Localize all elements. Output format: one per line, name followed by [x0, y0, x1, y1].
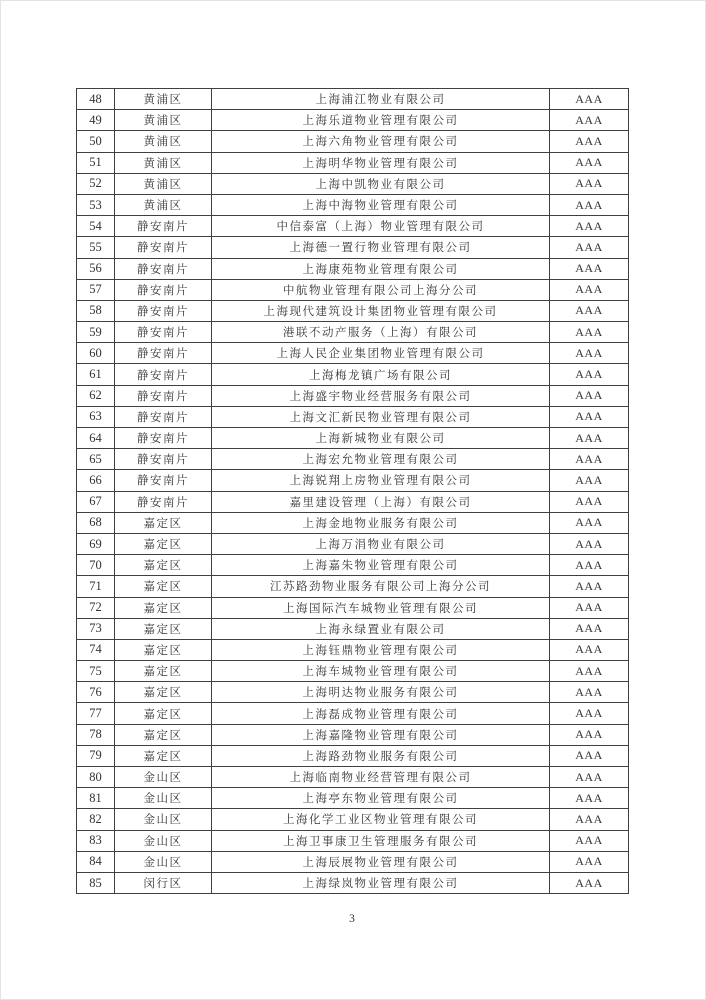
row-number-cell: 49 — [77, 110, 115, 131]
rating-cell: AAA — [550, 682, 629, 703]
table-row — [77, 237, 629, 258]
company-name-cell: 江苏路劲物业服务有限公司上海分公司 — [212, 576, 550, 597]
page-number: 3 — [349, 913, 355, 925]
table-row — [77, 406, 629, 427]
rating-cell: AAA — [550, 576, 629, 597]
rating-cell: AAA — [550, 385, 629, 406]
row-number-cell: 65 — [77, 449, 115, 470]
district-cell: 金山区 — [115, 830, 212, 851]
rating-cell: AAA — [550, 237, 629, 258]
rating-cell: AAA — [550, 449, 629, 470]
company-name-cell: 上海磊成物业管理有限公司 — [212, 703, 550, 724]
row-number-cell: 58 — [77, 300, 115, 321]
district-cell: 静安南片 — [115, 491, 212, 512]
row-number-cell: 85 — [77, 872, 115, 893]
district-cell: 黄浦区 — [115, 173, 212, 194]
district-cell: 静安南片 — [115, 406, 212, 427]
rating-cell: AAA — [550, 322, 629, 343]
company-name-cell: 上海绿岚物业管理有限公司 — [212, 872, 550, 893]
row-number-cell: 59 — [77, 322, 115, 343]
district-cell: 静安南片 — [115, 470, 212, 491]
row-number-cell: 48 — [77, 89, 115, 110]
table-row — [77, 449, 629, 470]
rating-cell: AAA — [550, 533, 629, 554]
district-cell: 静安南片 — [115, 258, 212, 279]
row-number-cell: 81 — [77, 788, 115, 809]
rating-cell: AAA — [550, 724, 629, 745]
table-row — [77, 279, 629, 300]
company-name-cell: 上海浦江物业有限公司 — [212, 89, 550, 110]
district-cell: 嘉定区 — [115, 682, 212, 703]
rating-cell: AAA — [550, 89, 629, 110]
district-cell: 嘉定区 — [115, 745, 212, 766]
rating-cell: AAA — [550, 512, 629, 533]
company-name-cell: 上海乐道物业管理有限公司 — [212, 110, 550, 131]
rating-cell: AAA — [550, 767, 629, 788]
rating-cell: AAA — [550, 258, 629, 279]
company-name-cell: 上海康苑物业管理有限公司 — [212, 258, 550, 279]
table-row — [77, 110, 629, 131]
rating-cell: AAA — [550, 491, 629, 512]
table-row — [77, 851, 629, 872]
district-cell: 静安南片 — [115, 428, 212, 449]
table-row — [77, 618, 629, 639]
company-name-cell: 上海金地物业服务有限公司 — [212, 512, 550, 533]
district-cell: 闵行区 — [115, 872, 212, 893]
rating-cell: AAA — [550, 343, 629, 364]
district-cell: 静安南片 — [115, 322, 212, 343]
table-row — [77, 322, 629, 343]
table-row — [77, 767, 629, 788]
rating-cell: AAA — [550, 788, 629, 809]
row-number-cell: 55 — [77, 237, 115, 258]
rating-cell: AAA — [550, 851, 629, 872]
rating-cell: AAA — [550, 216, 629, 237]
row-number-cell: 69 — [77, 533, 115, 554]
row-number-cell: 68 — [77, 512, 115, 533]
table-row — [77, 216, 629, 237]
table-row — [77, 89, 629, 110]
district-cell: 黄浦区 — [115, 194, 212, 215]
company-name-cell: 上海嘉隆物业管理有限公司 — [212, 724, 550, 745]
table-row — [77, 661, 629, 682]
rating-cell: AAA — [550, 110, 629, 131]
row-number-cell: 61 — [77, 364, 115, 385]
table-row — [77, 300, 629, 321]
company-name-cell: 上海临南物业经营管理有限公司 — [212, 767, 550, 788]
table-row — [77, 809, 629, 830]
company-name-cell: 上海人民企业集团物业管理有限公司 — [212, 343, 550, 364]
district-cell: 静安南片 — [115, 300, 212, 321]
company-name-cell: 上海路劲物业服务有限公司 — [212, 745, 550, 766]
company-name-cell: 上海六角物业管理有限公司 — [212, 131, 550, 152]
district-cell: 金山区 — [115, 809, 212, 830]
row-number-cell: 62 — [77, 385, 115, 406]
rating-cell: AAA — [550, 364, 629, 385]
row-number-cell: 70 — [77, 555, 115, 576]
table-row — [77, 512, 629, 533]
company-name-cell: 上海明达物业服务有限公司 — [212, 682, 550, 703]
district-cell: 静安南片 — [115, 237, 212, 258]
district-cell: 嘉定区 — [115, 512, 212, 533]
company-name-cell: 中航物业管理有限公司上海分公司 — [212, 279, 550, 300]
company-name-cell: 上海梅龙镇广场有限公司 — [212, 364, 550, 385]
table-row — [77, 533, 629, 554]
company-name-cell: 上海万涓物业有限公司 — [212, 533, 550, 554]
company-name-cell: 港联不动产服务（上海）有限公司 — [212, 322, 550, 343]
rating-cell: AAA — [550, 300, 629, 321]
row-number-cell: 75 — [77, 661, 115, 682]
row-number-cell: 84 — [77, 851, 115, 872]
district-cell: 嘉定区 — [115, 597, 212, 618]
company-name-cell: 上海国际汽车城物业管理有限公司 — [212, 597, 550, 618]
rating-table — [76, 88, 629, 894]
row-number-cell: 76 — [77, 682, 115, 703]
row-number-cell: 71 — [77, 576, 115, 597]
rating-cell: AAA — [550, 661, 629, 682]
rating-cell: AAA — [550, 872, 629, 893]
table-row — [77, 788, 629, 809]
rating-cell: AAA — [550, 428, 629, 449]
table-row — [77, 745, 629, 766]
district-cell: 静安南片 — [115, 216, 212, 237]
company-name-cell: 上海盛宇物业经营服务有限公司 — [212, 385, 550, 406]
row-number-cell: 57 — [77, 279, 115, 300]
district-cell: 静安南片 — [115, 385, 212, 406]
company-name-cell: 上海辰展物业管理有限公司 — [212, 851, 550, 872]
row-number-cell: 82 — [77, 809, 115, 830]
rating-cell: AAA — [550, 470, 629, 491]
table-row — [77, 555, 629, 576]
company-name-cell: 嘉里建设管理（上海）有限公司 — [212, 491, 550, 512]
rating-cell: AAA — [550, 745, 629, 766]
table-row — [77, 152, 629, 173]
district-cell: 嘉定区 — [115, 576, 212, 597]
company-name-cell: 上海明华物业管理有限公司 — [212, 152, 550, 173]
rating-cell: AAA — [550, 152, 629, 173]
rating-cell: AAA — [550, 618, 629, 639]
district-cell: 金山区 — [115, 851, 212, 872]
table-row — [77, 173, 629, 194]
table-row — [77, 364, 629, 385]
row-number-cell: 80 — [77, 767, 115, 788]
table-row — [77, 470, 629, 491]
district-cell: 静安南片 — [115, 279, 212, 300]
rating-table-body — [77, 89, 629, 894]
district-cell: 黄浦区 — [115, 131, 212, 152]
district-cell: 静安南片 — [115, 343, 212, 364]
company-name-cell: 上海卫事康卫生管理服务有限公司 — [212, 830, 550, 851]
district-cell: 金山区 — [115, 767, 212, 788]
row-number-cell: 73 — [77, 618, 115, 639]
row-number-cell: 53 — [77, 194, 115, 215]
row-number-cell: 56 — [77, 258, 115, 279]
rating-cell: AAA — [550, 597, 629, 618]
rating-cell: AAA — [550, 830, 629, 851]
district-cell: 嘉定区 — [115, 555, 212, 576]
table-row — [77, 872, 629, 893]
rating-cell: AAA — [550, 703, 629, 724]
company-name-cell: 上海中凯物业有限公司 — [212, 173, 550, 194]
rating-cell: AAA — [550, 809, 629, 830]
row-number-cell: 67 — [77, 491, 115, 512]
table-row — [77, 194, 629, 215]
company-name-cell: 上海嘉朱物业管理有限公司 — [212, 555, 550, 576]
table-row — [77, 597, 629, 618]
rating-cell: AAA — [550, 279, 629, 300]
table-row — [77, 258, 629, 279]
district-cell: 黄浦区 — [115, 110, 212, 131]
row-number-cell: 79 — [77, 745, 115, 766]
company-name-cell: 上海化学工业区物业管理有限公司 — [212, 809, 550, 830]
company-name-cell: 上海新城物业有限公司 — [212, 428, 550, 449]
district-cell: 嘉定区 — [115, 724, 212, 745]
row-number-cell: 77 — [77, 703, 115, 724]
row-number-cell: 52 — [77, 173, 115, 194]
company-name-cell: 上海宏允物业管理有限公司 — [212, 449, 550, 470]
company-name-cell: 上海永绿置业有限公司 — [212, 618, 550, 639]
row-number-cell: 83 — [77, 830, 115, 851]
table-row — [77, 830, 629, 851]
table-row — [77, 682, 629, 703]
company-name-cell: 上海中海物业管理有限公司 — [212, 194, 550, 215]
row-number-cell: 74 — [77, 639, 115, 660]
company-name-cell: 上海亭东物业管理有限公司 — [212, 788, 550, 809]
company-name-cell: 上海德一置行物业管理有限公司 — [212, 237, 550, 258]
table-row — [77, 131, 629, 152]
district-cell: 静安南片 — [115, 364, 212, 385]
table-row — [77, 428, 629, 449]
row-number-cell: 64 — [77, 428, 115, 449]
rating-cell: AAA — [550, 194, 629, 215]
table-row — [77, 385, 629, 406]
district-cell: 嘉定区 — [115, 533, 212, 554]
district-cell: 嘉定区 — [115, 639, 212, 660]
row-number-cell: 54 — [77, 216, 115, 237]
district-cell: 金山区 — [115, 788, 212, 809]
company-name-cell: 中信泰富（上海）物业管理有限公司 — [212, 216, 550, 237]
district-cell: 嘉定区 — [115, 661, 212, 682]
district-cell: 静安南片 — [115, 449, 212, 470]
rating-cell: AAA — [550, 555, 629, 576]
row-number-cell: 50 — [77, 131, 115, 152]
table-row — [77, 491, 629, 512]
row-number-cell: 63 — [77, 406, 115, 427]
district-cell: 嘉定区 — [115, 618, 212, 639]
table-row — [77, 343, 629, 364]
table-row — [77, 639, 629, 660]
district-cell: 黄浦区 — [115, 89, 212, 110]
row-number-cell: 78 — [77, 724, 115, 745]
table-row — [77, 576, 629, 597]
row-number-cell: 66 — [77, 470, 115, 491]
district-cell: 嘉定区 — [115, 703, 212, 724]
table-row — [77, 724, 629, 745]
company-name-cell: 上海文汇新民物业管理有限公司 — [212, 406, 550, 427]
company-name-cell: 上海车城物业管理有限公司 — [212, 661, 550, 682]
row-number-cell: 51 — [77, 152, 115, 173]
company-name-cell: 上海钰鼎物业管理有限公司 — [212, 639, 550, 660]
table-row — [77, 703, 629, 724]
district-cell: 黄浦区 — [115, 152, 212, 173]
row-number-cell: 60 — [77, 343, 115, 364]
rating-cell: AAA — [550, 406, 629, 427]
rating-cell: AAA — [550, 639, 629, 660]
company-name-cell: 上海现代建筑设计集团物业管理有限公司 — [212, 300, 550, 321]
rating-cell: AAA — [550, 173, 629, 194]
rating-cell: AAA — [550, 131, 629, 152]
row-number-cell: 72 — [77, 597, 115, 618]
company-name-cell: 上海锐翔上房物业管理有限公司 — [212, 470, 550, 491]
